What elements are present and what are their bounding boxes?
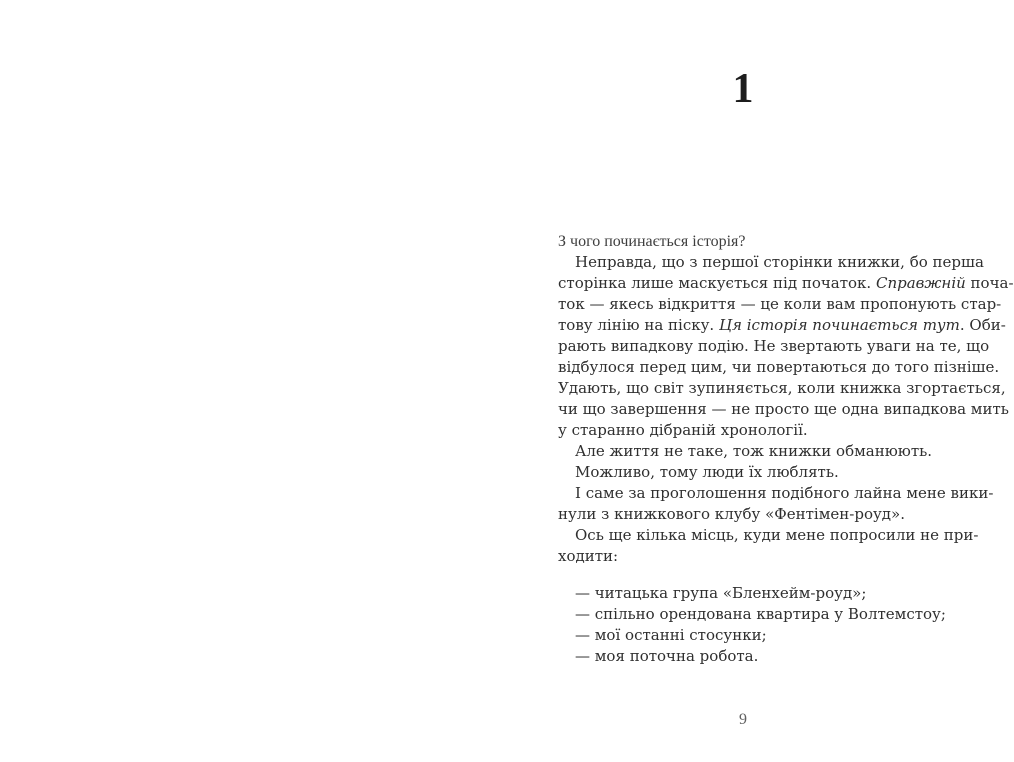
list-item-line xyxy=(558,583,928,604)
text-line xyxy=(558,420,928,441)
text-segment: З чого починається історія? xyxy=(558,233,746,250)
text-segment: ходити: xyxy=(558,547,619,565)
book-page-text-column xyxy=(558,231,1014,667)
chapter-number: 1 xyxy=(732,66,754,112)
opening-line xyxy=(558,231,928,252)
list-item-line xyxy=(558,625,928,646)
text-line xyxy=(558,546,928,567)
text-segment: ток — якесь відкриття — це коли вам пропонують стар- xyxy=(558,295,1002,313)
text-line xyxy=(558,483,994,504)
text-segment: поча- xyxy=(965,274,1014,292)
text-line xyxy=(558,378,1006,399)
text-line xyxy=(558,315,1006,336)
text-segment: чи що завершення — не просто ще одна випадкова мить xyxy=(558,400,1009,418)
italic-phrase: Справжній xyxy=(875,274,966,292)
list-item-line xyxy=(558,604,946,625)
text-segment: сторінка лише маскується під початок. xyxy=(558,274,876,292)
text-segment: — читацька група «Бленхейм-роуд»; xyxy=(575,584,867,602)
page-number: 9 xyxy=(739,711,747,728)
text-segment: тову лінію на піску. xyxy=(558,316,719,334)
text-segment: — моя поточна робота. xyxy=(575,647,759,665)
italic-phrase: Ця історія починається тут xyxy=(718,316,960,334)
text-segment: Удають, що світ зупиняється, коли книжка згортається, xyxy=(558,379,1006,397)
text-line xyxy=(558,441,933,462)
excluded-places-list xyxy=(558,583,946,667)
text-line xyxy=(558,357,1000,378)
text-segment: — мої останні стосунки; xyxy=(575,626,767,644)
text-segment: відбулося перед цим, чи повертаються до того пізніше. xyxy=(558,358,1000,376)
text-line xyxy=(558,273,1014,294)
text-segment: Але життя не таке, тож книжки обманюють. xyxy=(575,442,933,460)
text-segment: Можливо, тому люди їх люблять. xyxy=(575,463,839,481)
text-segment: рають випадкову подію. Не звертають уваги на те, що xyxy=(558,337,990,355)
text-segment: у старанно дібраній хронології. xyxy=(558,421,808,439)
chapter-text-block xyxy=(558,231,1014,567)
text-segment: Ось ще кілька місць, куди мене попросили не при- xyxy=(575,526,979,544)
text-line xyxy=(558,252,984,273)
text-segment: І саме за проголошення подібного лайна мене вики- xyxy=(575,484,994,502)
text-segment: нули з книжкового клубу «Фентімен-роуд». xyxy=(558,505,905,523)
text-segment: Неправда, що з першої сторінки книжки, бо перша xyxy=(575,253,984,271)
text-line xyxy=(558,294,1002,315)
text-line xyxy=(558,525,979,546)
text-segment: — спільно орендована квартира у Волтемстоу; xyxy=(575,605,946,623)
list-item-line xyxy=(558,646,928,667)
text-line xyxy=(558,504,928,525)
text-line xyxy=(558,462,928,483)
text-line xyxy=(558,399,1009,420)
text-line xyxy=(558,336,990,357)
text-segment: . Оби- xyxy=(959,316,1006,334)
